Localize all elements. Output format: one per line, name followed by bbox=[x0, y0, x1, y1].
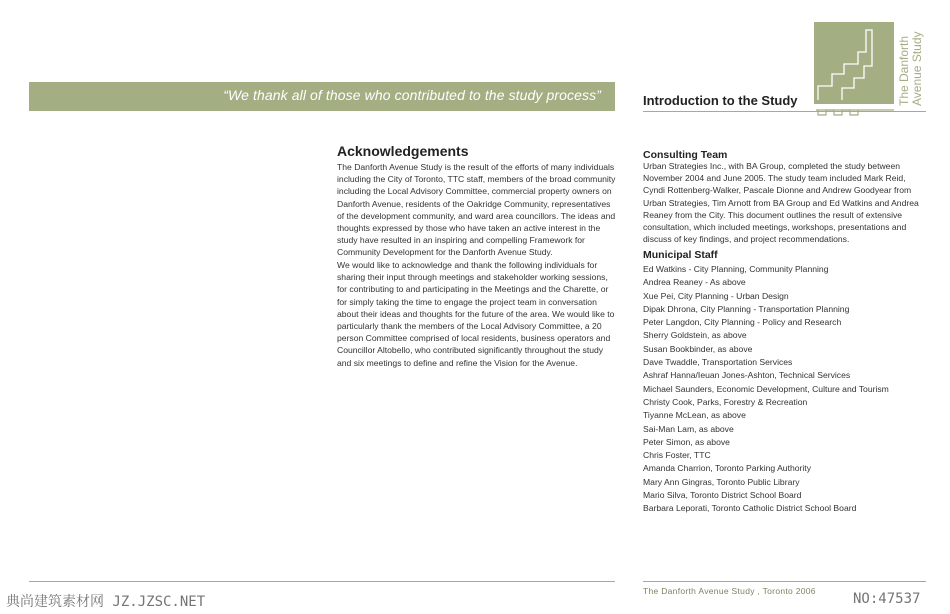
staff-item: Dave Twaddle, Transportation Services bbox=[643, 357, 793, 368]
logo-map-graphic bbox=[814, 22, 894, 104]
logo-line-1: The Danforth bbox=[897, 35, 911, 106]
banner-quote: “We thank all of those who contributed to the study process” bbox=[223, 87, 601, 103]
staff-item: Peter Simon, as above bbox=[643, 436, 730, 447]
watermark-site: 典尚建筑素材网 JZ.JZSC.NET bbox=[6, 594, 206, 610]
footer-caption: The Danforth Avenue Study , Toronto 2006 bbox=[643, 586, 816, 596]
staff-item: Peter Langdon, City Planning - Policy and Research bbox=[643, 317, 842, 328]
staff-item: Susan Bookbinder, as above bbox=[643, 343, 753, 354]
staff-item: Barbara Leporati, Toronto Catholic District School Board bbox=[643, 503, 857, 514]
footer-divider-left bbox=[29, 581, 615, 582]
staff-item: Ed Watkins - City Planning, Community Planning bbox=[643, 264, 829, 274]
footer-divider-right bbox=[643, 581, 926, 582]
acknowledgements-heading: Acknowledgements bbox=[337, 143, 469, 159]
staff-item: Dipak Dhrona, City Planning - Transportation Planning bbox=[643, 303, 850, 314]
map-outline-icon bbox=[814, 22, 894, 118]
staff-item: Xue Pei, City Planning - Urban Design bbox=[643, 290, 789, 301]
staff-item: Chris Foster, TTC bbox=[643, 450, 711, 461]
section-title: Introduction to the Study bbox=[643, 93, 798, 108]
acknowledgements-paragraph-1: The Danforth Avenue Study is the result of the efforts of many individuals including the City of Toronto, TTC staff, members of the broad community including the Local Advisory Committee, commercial property owners on Danforth Avenue, residents of the Oakridge Community, representatives of the development community, and ward area councillors. The ideas and thoughts expressed by those who have taken an active interest in the study have resulted in an inspiring and compelling Framework for Community Development for the Danforth Avenue Study. bbox=[337, 162, 616, 258]
staff-item: Christy Cook, Parks, Forestry & Recreation bbox=[643, 396, 808, 407]
staff-item: Tiyanne McLean, as above bbox=[643, 410, 746, 421]
staff-item: Sherry Goldstein, as above bbox=[643, 330, 747, 341]
logo-line-2: Avenue Study bbox=[910, 31, 924, 106]
municipal-staff-list bbox=[643, 263, 889, 516]
consulting-team-paragraph: Urban Strategies Inc., with BA Group, completed the study between November 2004 and June 2005. The study team included Mark Reid, Cyndi Rottenberg-Walker, Pascale Dionne and Andrew Goodyear from Urban Strategies, Tim Arnott from BA Group and Ed Watkins and Andrea Reaney from the City. This document outlines the result of extensive consultation, which included meetings, workshops, presentations and discuss of key findings, and project recommendations. bbox=[643, 161, 919, 245]
logo-wordmark bbox=[897, 24, 923, 106]
quote-banner bbox=[29, 82, 615, 111]
staff-item: Mary Ann Gingras, Toronto Public Library bbox=[643, 476, 800, 487]
study-logo bbox=[814, 22, 922, 118]
staff-item: Andrea Reaney - As above bbox=[643, 277, 746, 288]
watermark-number: NO:47537 bbox=[853, 591, 921, 607]
staff-item: Amanda Charrion, Toronto Parking Authority bbox=[643, 463, 811, 474]
staff-item: Michael Saunders, Economic Development, Culture and Tourism bbox=[643, 383, 889, 394]
staff-item: Mario Silva, Toronto District School Board bbox=[643, 490, 802, 501]
acknowledgements-paragraph-2: We would like to acknowledge and thank the following individuals for sharing their input through meetings and stakeholder working sessions, for contributing to and participating in the Meetings and the Charette, or for simply taking the time to engage the project team in conversation about their ideas and thoughts for the future of the area. We would like to particularly thank the members of the Local Advisory Committee, a 20 person Committee comprised of local residents, business operators and Councillor Altobello, who contributed significantly throughout the study and six meetings to define and refine the Vision for the Avenue. bbox=[337, 260, 615, 368]
staff-item: Ashraf Hanna/Ieuan Jones-Ashton, Technical Services bbox=[643, 370, 851, 381]
consulting-team-heading: Consulting Team bbox=[643, 149, 728, 161]
municipal-staff-heading: Municipal Staff bbox=[643, 249, 718, 261]
staff-item: Sai-Man Lam, as above bbox=[643, 423, 734, 434]
